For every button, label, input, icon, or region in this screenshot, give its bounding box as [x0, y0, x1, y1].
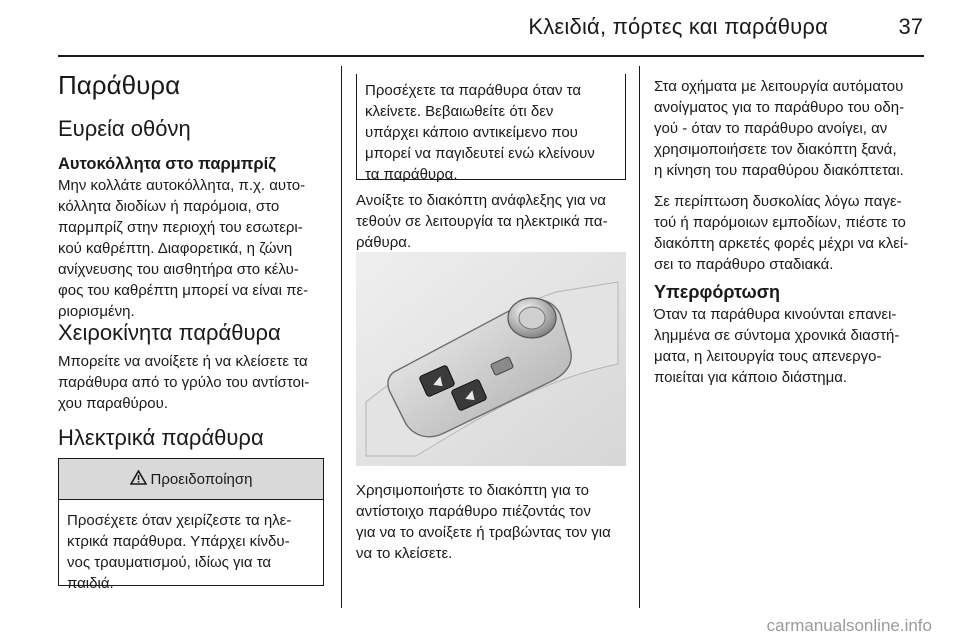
paragraph-difficulty: Σε περίπτωση δυσκολίας λόγω παγε- τού ή παρόμοιων εμποδίων, πιέστε το διακόπτη αρκετές φορές μέχρι να κλεί- σει το παράθυρο σταδιακά.: [654, 193, 909, 273]
paragraph-stickers: Μην κολλάτε αυτοκόλλητα, π.χ. αυτο- κόλλητα διοδίων ή παρόμοια, στο παρμπρίζ στην περιοχή του εσωτερι- κού καθρέπτη. Διαφορετικά, η ζώνη ανίχνευσης του αισθητήρα στο κέλυ- φος του καθρέπτη μπορεί να είναι πε- ριορισμένη.: [58, 177, 309, 320]
paragraph-auto-open: Στα οχήματα με λειτουργία αυτόματου ανοίγματος για το παράθυρο του οδη- γού - όταν το παράθυρο ανοίγει, αν χρησιμοποιήσετε τον διακόπτη ξανά, η κίνηση του παραθύρου διακόπτεται.: [654, 78, 905, 179]
column-divider-2: [639, 66, 640, 608]
heading-windows: Παράθυρα: [58, 70, 181, 100]
paragraph-ignition: Ανοίξτε το διακόπτη ανάφλεξης για να τεθούν σε λειτουργία τα ηλεκτρικά πα- ράθυρα.: [356, 192, 608, 251]
paragraph-switch-use: Χρησιμοποιήστε το διακόπτη για το αντίστοιχο παράθυρο πιέζοντάς τον για να το ανοίξετε ή τραβώντας τον για να το κλείσετε.: [356, 482, 611, 562]
header-rule: [58, 55, 924, 57]
warning-triangle-icon: [130, 470, 147, 489]
paragraph-manual-windows: Μπορείτε να ανοίξετε ή να κλείσετε τα παράθυρα από το γρύλο του αντίστοι- χου παραθύρου.: [58, 353, 310, 412]
watermark: carmanualsonline.info: [766, 616, 932, 635]
warning-body: Προσέχετε όταν χειρίζεστε τα ηλε- κτρικά παράθυρα. Υπάρχει κίνδυ- νος τραυματισμού, ιδίως για τα παιδιά.: [67, 512, 292, 592]
heading-stickers: Αυτοκόλλητα στο παρμπρίζ: [58, 155, 276, 173]
warning-title: Προειδοποίηση: [150, 470, 253, 488]
warning-box: [58, 458, 324, 592]
paragraph-overload: Όταν τα παράθυρα κινούνται επανει- λημμένα σε σύντομα χρονικά διαστή- ματα, η λειτουργία τους απενεργο- ποιείται για κάποιο διάστημα.: [654, 306, 900, 386]
window-switch-illustration: [356, 252, 626, 466]
column-divider-1: [341, 66, 342, 608]
header-title: Κλειδιά, πόρτες και παράθυρα: [528, 14, 828, 39]
heading-overload: Υπερφόρτωση: [654, 282, 781, 302]
heading-power-windows: Ηλεκτρικά παράθυρα: [58, 425, 264, 450]
heading-manual-windows: Χειροκίνητα παράθυρα: [58, 320, 281, 345]
warning-header: [59, 459, 323, 500]
notice-box: Προσέχετε τα παράθυρα όταν τα κλείνετε. Βεβαιωθείτε ότι δεν υπάρχει κάποιο αντικείμενο που μπορεί να παγιδευτεί ενώ κλείνουν τα παράθυρα.: [356, 74, 626, 180]
heading-windscreen: Ευρεία οθόνη: [58, 116, 191, 141]
page-number: 37: [898, 14, 923, 39]
